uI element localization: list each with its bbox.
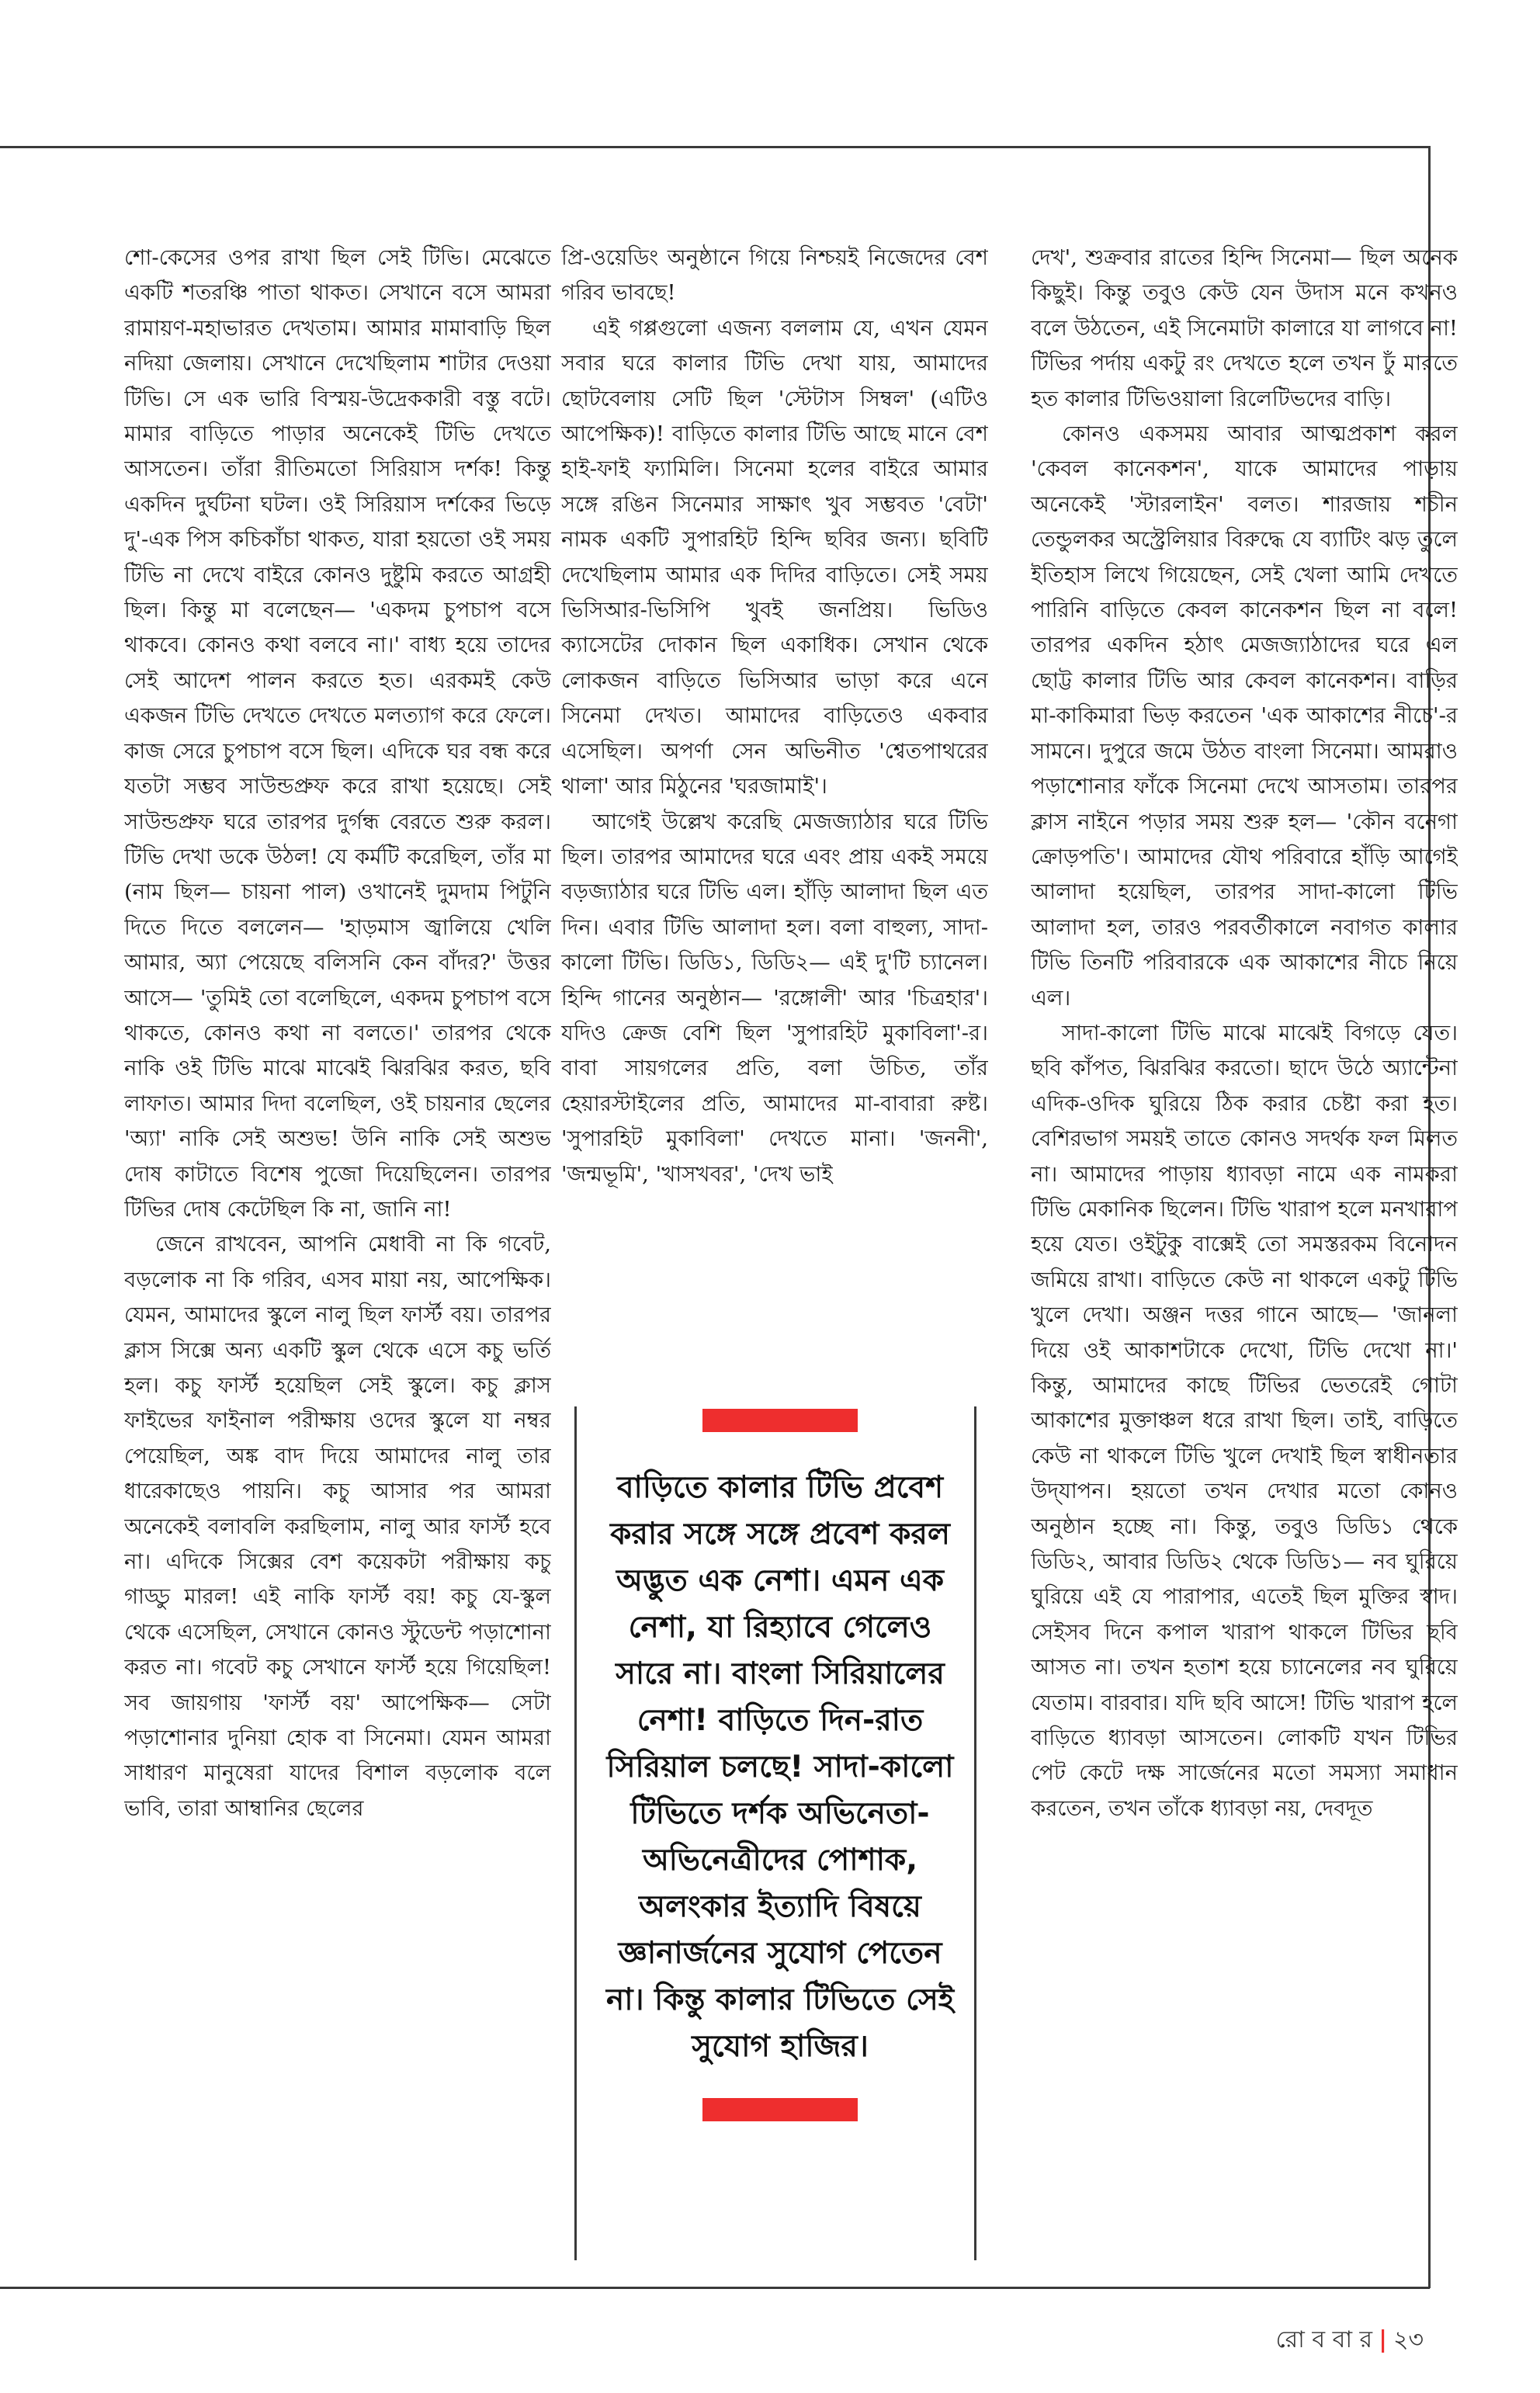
page-footer [1275, 2321, 1424, 2360]
column-2-text [561, 241, 988, 1382]
paragraph: কোনও একসময় আবার আত্মপ্রকাশ করল 'কেবল কানেকশন', যাকে আমাদের পাড়ায় অনেকেই 'স্টারলাইন' বলত। শারজায় শচীন তেন্ডুলকর অস্ট্রেলিয়ার বিরুদ্ধে যে ব্যাটিং ঝড় তুলে ইতিহাস লিখে গিয়েছেন, সেই খেলা আমি দেখতে পারিনি বাড়িতে কেবল কানেকশন ছিল না বলে! তারপর একদিন হঠাৎ মেজজ্যাঠাদের ঘরে এল ছোট্ট কালার টিভি আর কেবল কানেকশন। বাড়ির মা-কাকিমারা ভিড় করতেন 'এক আকাশের নীচে'-র সামনে। দুপুরে জমে উঠত বাংলা সিনেমা। আমরাও পড়াশোনার ফাঁকে সিনেমা দেখে আসতাম। তারপর ক্লাস নাইনে পড়ার সময় শুরু হল— 'কৌন বনেগা ক্রোড়পতি'। আমাদের যৌথ পরিবারে হাঁড়ি আগেই আলাদা হয়েছিল, তারপর সাদা-কালো টিভি আলাদা হল, তারও পরবর্তীকালে নবাগত কালার টিভি তিনটি পরিবারকে এক আকাশের নীচে নিয়ে এল। [1031, 421, 1458, 1011]
pull-quote-bottom-bar [702, 2098, 858, 2121]
pull-quote [598, 1409, 962, 2121]
paragraph: শো-কেসের ওপর রাখা ছিল সেই টিভি। মেঝেতে একটি শতরঞ্চি পাতা থাকত। সেখানে বসে আমরা রামায়ণ-মহাভারত দেখতাম। আমার মামাবাড়ি ছিল নদিয়া জেলায়। সেখানে দেখেছিলাম শাটার দেওয়া টিভি। সে এক ভারি বিস্ময়-উদ্রেককারী বস্তু বটে। মামার বাড়িতে পাড়ার অনেকেই টিভি দেখতে আসতেন। তাঁরা রীতিমতো সিরিয়াস দর্শক! কিন্তু একদিন দুর্ঘটনা ঘটল। ওই সিরিয়াস দর্শকের ভিড়ে দু'-এক পিস কচিকাঁচা থাকত, যারা হয়তো ওই সময় টিভি না দেখে বাইরে কোনও দুষ্টুমি করতে আগ্রহী ছিল। কিন্তু মা বলেছেন— 'একদম চুপচাপ বসে থাকবে। কোনও কথা বলবে না।' বাধ্য হয়ে তাদের সেই আদেশ পালন করতে হত। এরকমই কেউ একজন টিভি দেখতে দেখতে মলত্যাগ করে ফেলে। কাজ সেরে চুপচাপ বসে ছিল। এদিকে ঘর বন্ধ করে যতটা সম্ভব সাউন্ডপ্রুফ করে রাখা হয়েছে। সেই সাউন্ডপ্রুফ ঘরে তারপর দুর্গন্ধ বেরতে শুরু করল। টিভি দেখা ডকে উঠল! যে কর্মটি করেছিল, তাঁর মা (নাম ছিল— চায়না পাল) ওখানেই দুমদাম পিটুনি দিতে দিতে বললেন— 'হাড়মাস জ্বালিয়ে খেলি আমার, অ্যা পেয়েছে বলিসনি কেন বাঁদর?' উত্তর আসে— 'তুমিই তো বলেছিলে, একদম চুপচাপ বসে থাকতে, কোনও কথা না বলতে।' তারপর থেকে নাকি ওই টিভি মাঝে মাঝেই ঝিরঝির করত, ছবি লাফাত। আমার দিদা বলেছিল, ওই চায়নার ছেলের 'অ্যা' নাকি সেই অশুভ! উনি নাকি সেই অশুভ দোষ কাটাতে বিশেষ পুজো দিয়েছিলেন। তারপর টিভির দোষ কেটেছিল কি না, জানি না! [124, 245, 551, 1222]
paragraph: সাদা-কালো টিভি মাঝে মাঝেই বিগড়ে যেত। ছবি কাঁপত, ঝিরঝির করতো। ছাদে উঠে অ্যান্টেনা এদিক-ওদিক ঘুরিয়ে ঠিক করার চেষ্টা করা হত। বেশিরভাগ সময়ই তাতে কোনও সদর্থক ফল মিলত না। আমাদের পাড়ায় ধ্যাবড়া নামে এক নামকরা টিভি মেকানিক ছিলেন। টিভি খারাপ হলে মনখারাপ হয়ে যেত। ওইটুকু বাক্সেই তো সমস্তরকম বিনোদন জমিয়ে রাখা। বাড়িতে কেউ না থাকলে একটু টিভি খুলে দেখা। অঞ্জন দত্তর গানে আছে— 'জানলা দিয়ে ওই আকাশটাকে দেখো, টিভি দেখো না।' কিন্তু, আমাদের কাছে টিভির ভেতরেই গোটা আকাশের মুক্তাঞ্চল ধরে রাখা ছিল। তাই, বাড়িতে কেউ না থাকলে টিভি খুলে দেখাই ছিল স্বাধীনতার উদ্‌যাপন। হয়তো তখন দেখার মতো কোনও অনুষ্ঠান হচ্ছে না। কিন্তু, তবুও ডিডি১ থেকে ডিডি২, আবার ডিডি২ থেকে ডিডি১— নব ঘুরিয়ে ঘুরিয়ে এই যে পারাপার, এতেই ছিল মুক্তির স্বাদ। সেইসব দিনে কপাল খারাপ থাকলে টিভির ছবি আসত না। তখন হতাশ হয়ে চ্যানেলের নব ঘুরিয়ে যেতাম। বারবার। যদি ছবি আসে! টিভি খারাপ হলে বাড়িতে ধ্যাবড়া আসতেন। লোকটি যখন টিভির পেট কেটে দক্ষ সার্জেনের মতো সমস্যা সমাধান করতেন, তখন তাঁকে ধ্যাবড়া নয়, দেবদূত [1031, 1020, 1458, 1821]
article-column-3 [1031, 241, 1458, 2259]
article-column-1 [124, 241, 551, 2259]
magazine-name: রো ব বা র [1275, 2326, 1373, 2353]
pull-quote-right-rule [974, 1406, 976, 2260]
paragraph: জেনে রাখবেন, আপনি মেধাবী না কি গবেট, বড়লোক না কি গরিব, এসব মায়া নয়, আপেক্ষিক। যেমন, আমাদের স্কুলে নালু ছিল ফার্স্ট বয়। তারপর ক্লাস সিক্সে অন্য একটি স্কুল থেকে এসে কচু ভর্তি হল। কচু ফার্স্ট হয়েছিল সেই স্কুলে। কচু ক্লাস ফাইভের ফাইনাল পরীক্ষায় ওদের স্কুলে যা নম্বর পেয়েছিল, অঙ্ক বাদ দিয়ে আমাদের নালু তার ধারেকাছেও পায়নি। কচু আসার পর আমরা অনেকেই বলাবলি করছিলাম, নালু আর ফার্স্ট হবে না। এদিকে সিক্সের বেশ কয়েকটা পরীক্ষায় কচু গাড্ডু মারল! এই নাকি ফার্স্ট বয়! কচু যে-স্কুল থেকে এসেছিল, সেখানে কোনও স্টুডেন্ট পড়াশোনা করত না। গবেট কচু সেখানে ফার্স্ট হয়ে গিয়েছিল! সব জায়গায় 'ফার্স্ট বয়' আপেক্ষিক— সেটা পড়াশোনার দুনিয়া হোক বা সিনেমা। যেমন আমরা সাধারণ মানুষেরা যাদের বিশাল বড়লোক বলে ভাবি, তারা আম্বানির ছেলের [124, 1232, 551, 1821]
paragraph: দেখ', শুক্রবার রাতের হিন্দি সিনেমা— ছিল অনেক কিছুই। কিন্তু তবুও কেউ যেন উদাস মনে কখনও বলে উঠতেন, এই সিনেমাটা কালারে যা লাগবে না! টিভির পর্দায় একটু রং দেখতে হলে তখন ঢুঁ মারতে হত কালার টিভিওয়ালা রিলেটিভদের বাড়ি। [1031, 245, 1458, 411]
paragraph: প্রি-ওয়েডিং অনুষ্ঠানে গিয়ে নিশ্চয়ই নিজেদের বেশ গরিব ভাবছে! [561, 245, 988, 306]
bottom-rule [0, 2287, 1430, 2289]
pull-quote-left-rule [574, 1406, 577, 2260]
top-rule [0, 146, 1430, 148]
pull-quote-top-bar [702, 1409, 858, 1432]
article-column-2 [561, 241, 988, 1382]
page-number: ২৩ [1393, 2326, 1424, 2353]
pull-quote-text: বাড়িতে কালার টিভি প্রবেশ করার সঙ্গে সঙ্গে প্রবেশ করল অদ্ভুত এক নেশা। এমন এক নেশা, যা রিহ্যাবে গেলেও সারে না। বাংলা সিরিয়ালের নেশা! বাড়িতে দিন-রাত সিরিয়াল চলছে! সাদা-কালো টিভিতে দর্শক অভিনেতা-অভিনেত্রীদের পোশাক, অলংকার ইত্যাদি বিষয়ে জ্ঞানার্জনের সুযোগ পেতেন না। কিন্তু কালার টিভিতে সেই সুযোগ হাজির। [605, 1470, 954, 2064]
paragraph: আগেই উল্লেখ করেছি মেজজ্যাঠার ঘরে টিভি ছিল। তারপর আমাদের ঘরে এবং প্রায় একই সময়ে বড়জ্যাঠার ঘরে টিভি এল। হাঁড়ি আলাদা ছিল এত দিন। এবার টিভি আলাদা হল। বলা বাহুল্য, সাদা-কালো টিভি। ডিডি১, ডিডি২— এই দু'টি চ্যানেল। হিন্দি গানের অনুষ্ঠান— 'রঙ্গোলী' আর 'চিত্রহার'। যদিও ক্রেজ বেশি ছিল 'সুপারহিট মুকাবিলা'-র। বাবা সায়গলের প্রতি, বলা উচিত, তাঁর হেয়ারস্টাইলের প্রতি, আমাদের মা-বাবারা রুষ্ট। 'সুপারহিট মুকাবিলা' দেখতে মানা। 'জননী', 'জন্মভূমি', 'খাসখবর', 'দেখ ভাই [561, 809, 988, 1187]
footer-separator: | [1379, 2326, 1387, 2353]
paragraph: এই গপ্পগুলো এজন্য বললাম যে, এখন যেমন সবার ঘরে কালার টিভি দেখা যায়, আমাদের ছোটবেলায় সেটি ছিল 'স্টেটাস সিম্বল' (এটিও আপেক্ষিক)! বাড়িতে কালার টিভি আছে মানে বেশ হাই-ফাই ফ্যামিলি। সিনেমা হলের বাইরে আমার সঙ্গে রঙিন সিনেমার সাক্ষাৎ খুব সম্ভবত 'বেটা' নামক একটি সুপারহিট হিন্দি ছবির জন্য। ছবিটি দেখেছিলাম আমার এক দিদির বাড়িতে। সেই সময় ভিসিআর-ভিসিপি খুবই জনপ্রিয়। ভিডিও ক্যাসেটের দোকান ছিল একাধিক। সেখান থেকে লোকজন বাড়িতে ভিসিআর ভাড়া করে এনে সিনেমা দেখত। আমাদের বাড়িতেও একবার এসেছিল। অপর্ণা সেন অভিনীত 'শ্বেতপাথরের থালা' আর মিঠুনের 'ঘরজামাই'। [561, 315, 988, 799]
